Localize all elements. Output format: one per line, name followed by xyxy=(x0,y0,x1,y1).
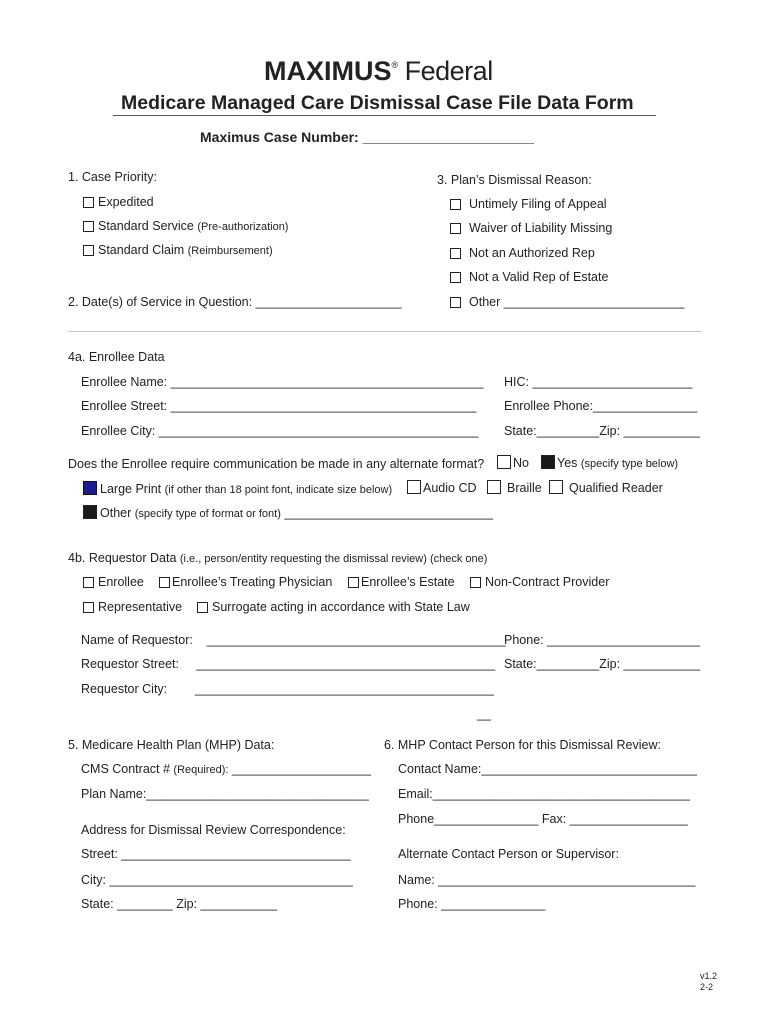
section-divider xyxy=(68,331,702,332)
requestor-city-field[interactable]: Requestor City: ___________________________________________ xyxy=(81,682,494,696)
checkbox-icon[interactable] xyxy=(487,480,501,494)
cms-contract-field[interactable]: CMS Contract # (Required): ____________________ xyxy=(81,762,371,776)
requestor-name-field[interactable]: Name of Requestor: ___________________________________________ xyxy=(81,633,506,647)
requestor-street-field[interactable]: Requestor Street: ___________________________________________ xyxy=(81,657,496,671)
requestor-non-contract[interactable]: Non-Contract Provider xyxy=(470,575,609,589)
checkbox-checked-icon[interactable] xyxy=(541,455,555,469)
audio-cd-option[interactable]: Audio CD xyxy=(407,480,477,495)
version-label: v1.2 xyxy=(700,971,718,981)
enrollee-state-zip-field[interactable]: State:_________Zip: ___________ xyxy=(504,424,701,438)
alt-format-no[interactable]: No xyxy=(497,455,529,470)
large-print-option[interactable]: Large Print (if other than 18 point font, indicate size below) xyxy=(83,481,392,496)
hic-field[interactable]: HIC: _______________________ xyxy=(504,375,693,389)
contact-name-field[interactable]: Contact Name:_______________________________ xyxy=(398,762,697,776)
checkbox-icon[interactable] xyxy=(83,577,94,588)
case-number-field[interactable]: Maximus Case Number: ______________________ xyxy=(200,129,534,145)
stray-dash: __ xyxy=(477,707,491,721)
requestor-physician[interactable]: Enrollee’s Treating Physician xyxy=(159,575,332,589)
alt-format-yes[interactable]: Yes (specify type below) xyxy=(541,455,678,470)
requestor-state-zip-field[interactable]: State:_________Zip: ___________ xyxy=(504,657,701,671)
checkbox-icon[interactable] xyxy=(83,602,94,613)
form-title: Medicare Managed Care Dismissal Case File Data Form xyxy=(121,92,634,114)
mhp-street-field[interactable]: Street: _________________________________ xyxy=(81,847,351,861)
alt-phone-field[interactable]: Phone: _______________ xyxy=(398,897,546,911)
checkbox-icon[interactable] xyxy=(159,577,170,588)
address-heading: Address for Dismissal Review Correspondence: xyxy=(81,823,346,837)
mhp-state-zip-field[interactable]: State: ________ Zip: ___________ xyxy=(81,897,278,911)
dismissal-reason-heading: 3. Plan’s Dismissal Reason: xyxy=(437,173,592,187)
date-of-service-field[interactable]: 2. Date(s) of Service in Question: _____________________ xyxy=(68,295,402,309)
maximus-federal-logo: MAXIMUS® Federal xyxy=(264,56,493,86)
enrollee-phone-field[interactable]: Enrollee Phone:_______________ xyxy=(504,399,698,413)
alternate-format-question: Does the Enrollee require communication be made in any alternate format? xyxy=(68,457,485,471)
enrollee-street-field[interactable]: Enrollee Street: ____________________________________________ xyxy=(81,399,477,413)
reason-untimely[interactable]: Untimely Filing of Appeal xyxy=(450,197,607,211)
checkbox-icon[interactable] xyxy=(450,272,461,283)
standard-service-option[interactable]: Standard Service (Pre-authorization) xyxy=(83,219,288,233)
mhp-data-heading: 5. Medicare Health Plan (MHP) Data: xyxy=(68,738,275,752)
mhp-city-field[interactable]: City: ___________________________________ xyxy=(81,873,353,887)
alt-name-field[interactable]: Name: _____________________________________ xyxy=(398,873,696,887)
other-format-option[interactable]: Other (specify type of format or font) ______________________________ xyxy=(83,505,493,520)
checkbox-icon[interactable] xyxy=(83,197,94,208)
reason-other[interactable]: Other __________________________ xyxy=(450,295,685,309)
expedited-option[interactable]: Expedited xyxy=(83,195,154,209)
checkbox-icon[interactable] xyxy=(497,455,511,469)
requestor-enrollee[interactable]: Enrollee xyxy=(83,575,144,589)
enrollee-name-field[interactable]: Enrollee Name: _____________________________________________ xyxy=(81,375,484,389)
alternate-contact-heading: Alternate Contact Person or Supervisor: xyxy=(398,847,619,861)
checkbox-icon[interactable] xyxy=(450,199,461,210)
enrollee-city-field[interactable]: Enrollee City: ______________________________________________ xyxy=(81,424,479,438)
title-underline xyxy=(113,115,656,116)
reason-not-authorized[interactable]: Not an Authorized Rep xyxy=(450,246,595,260)
version-footer xyxy=(700,971,717,993)
checkbox-icon[interactable] xyxy=(450,297,461,308)
page-label: 2-2 xyxy=(700,982,714,992)
reason-not-valid-rep[interactable]: Not a Valid Rep of Estate xyxy=(450,270,608,284)
qualified-reader-option[interactable]: Qualified Reader xyxy=(549,480,663,495)
reason-waiver[interactable]: Waiver of Liability Missing xyxy=(450,221,612,235)
checkbox-icon[interactable] xyxy=(83,245,94,256)
case-priority-heading: 1. Case Priority: xyxy=(68,170,157,184)
checkbox-icon[interactable] xyxy=(407,480,421,494)
checkbox-icon[interactable] xyxy=(470,577,481,588)
mhp-contact-heading: 6. MHP Contact Person for this Dismissal Review: xyxy=(384,738,661,752)
plan-name-field[interactable]: Plan Name:________________________________ xyxy=(81,787,369,801)
enrollee-data-heading: 4a. Enrollee Data xyxy=(68,350,165,364)
checkbox-icon[interactable] xyxy=(450,223,461,234)
checkbox-icon[interactable] xyxy=(450,248,461,259)
phone-fax-field[interactable]: Phone_______________ Fax: _________________ xyxy=(398,812,688,826)
checkbox-checked-icon[interactable] xyxy=(83,505,97,519)
braille-option[interactable]: Braille xyxy=(487,480,542,495)
standard-claim-option[interactable]: Standard Claim (Reimbursement) xyxy=(83,243,273,257)
checkbox-icon[interactable] xyxy=(83,221,94,232)
requestor-phone-field[interactable]: Phone: ______________________ xyxy=(504,633,701,647)
checkbox-icon[interactable] xyxy=(197,602,208,613)
checkbox-checked-icon[interactable] xyxy=(83,481,97,495)
checkbox-icon[interactable] xyxy=(348,577,359,588)
checkbox-icon[interactable] xyxy=(549,480,563,494)
email-field[interactable]: Email:_____________________________________ xyxy=(398,787,690,801)
requestor-representative[interactable]: Representative xyxy=(83,600,182,614)
requestor-estate[interactable]: Enrollee’s Estate xyxy=(348,575,455,589)
requestor-data-heading: 4b. Requestor Data (i.e., person/entity requesting the dismissal review) (check one) xyxy=(68,551,488,565)
requestor-surrogate[interactable]: Surrogate acting in accordance with State Law xyxy=(197,600,470,614)
